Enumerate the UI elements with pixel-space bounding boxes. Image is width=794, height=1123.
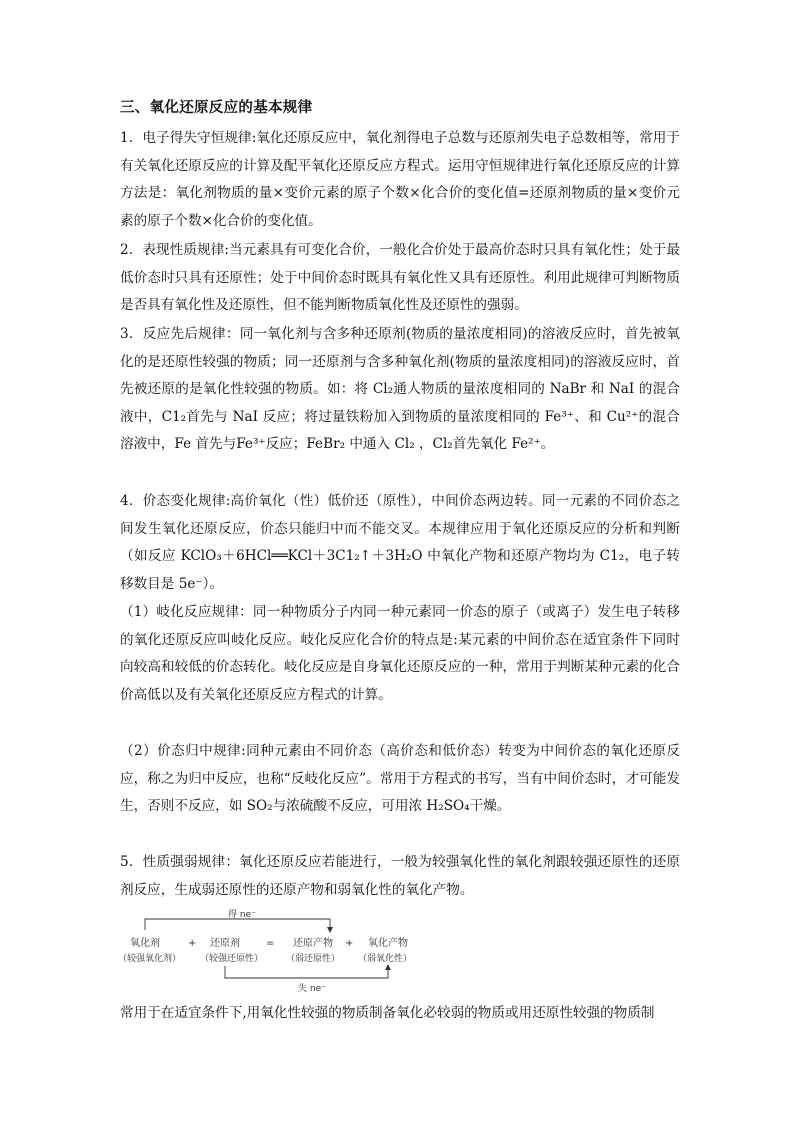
paragraph-comproportionation: （2）价态归中规律:同种元素由不同价态（高价态和低价态）转变为中间价态的氧化还原反应，称之为归中反应，也称“反岐化反应”。常用于方程式的书写，当有中间价态时，才可能发生，否则不反应，如 SO₂与浓硫酸不反应，可用浓 H₂SO₄干燥。 <box>120 743 680 814</box>
paragraph-disproportionation: （1）岐化反应规律：同一种物质分子内同一种元素同一价态的原子（或离子）发生电子转移的氧化还原反应叫岐化反应。岐化反应化合价的特点是:某元素的中间价态在适宜条件下同时向较高和较低的价态转化。岐化反应是自身氧化还原反应的一种，常用于判断某种元素的化合价高低以及有关氧化还原反应方程式的计算。 <box>120 604 680 703</box>
plus-1: + <box>188 938 197 949</box>
subterm-oxidation-product: （弱氧化性） <box>358 954 413 964</box>
paragraph-4-valence: 4．价态变化规律:高价氧化（性）低价还（原性），中间价态两边转。同一元素的不同价态之间发生氧化还原反应，价态只能归中而不能交叉。本规律应用于氧化还原反应的分析和判断（如反应 KClO₃＋6HCl══KCl＋3C1₂↑＋3H₂O 中氧化产物和还原产物均为 C1₂，电子转移数目是 5e⁻）。 <box>120 493 680 592</box>
plus-2: + <box>345 938 354 949</box>
term-oxidant: 氧化剂 <box>130 938 160 949</box>
paragraph-1-conservation: 1．电子得失守恒规律:氧化还原反应中，氧化剂得电子总数与还原剂失电子总数相等，常用于有关氧化还原反应的计算及配平氧化还原反应方程式。运用守恒规律进行氧化还原反应的计算方法是：氧化剂物质的量×变价元素的原子个数×化合价的变化值=还原剂物质的量×变价元素的原子个数×化合价的变化值。 <box>120 130 680 229</box>
equals-sign: = <box>266 938 275 949</box>
subterm-reductant: （较强还原性） <box>200 954 264 964</box>
electron-transfer-diagram <box>118 906 418 996</box>
gain-label: 得 ne⁻ <box>228 910 256 920</box>
section-heading: 三、氧化还原反应的基本规律 <box>120 100 313 116</box>
lose-arrow-head <box>385 964 391 970</box>
paragraph-application: 常用于在适宜条件下,用氧化性较强的物质制备氧化必较弱的物质或用还原性较强的物质制 <box>120 1005 655 1021</box>
paragraph-2-properties: 2．表现性质规律:当元素具有可变化合价，一般化合价处于最高价态时只具有氧化性；处于最低价态时只具有还原性；处于中间价态时既具有氧化性又具有还原性。利用此规律可判断物质是否具有氧化性及还原性，但不能判断物质氧化性及还原性的强弱。 <box>120 242 680 313</box>
paragraph-3-order: 3．反应先后规律：同一氧化剂与含多种还原剂(物质的量浓度相同)的溶液反应时，首先被氧化的是还原性较强的物质；同一还原剂与含多种氧化剂(物质的量浓度相同)的溶液反应时，首先被还原的是氧化性较强的物质。如：将 Cl₂通人物质的量浓度相同的 NaBr 和 NaI 的混合液中，C1₂首先与 NaI 反应；将过量铁粉加入到物质的量浓度相同的 Fe³⁺、和 Cu²⁺的混合溶液中，Fe 首先与Fe³⁺反应；FeBr₂ 中通入 Cl₂ ，Cl₂首先氧化 Fe²⁺。 <box>120 326 680 452</box>
term-reductant: 还原剂 <box>210 938 240 949</box>
paragraph-5-strength: 5．性质强弱规律：氧化还原反应若能进行，一般为较强氧化性的氧化剂跟较强还原性的还原剂反应，生成弱还原性的还原产物和弱氧化性的氧化产物。 <box>120 854 680 898</box>
gain-arrow-line <box>145 919 330 930</box>
subterm-oxidant: （较强氧化剂） <box>118 954 182 964</box>
lose-arrow-line <box>225 966 388 978</box>
term-reduction-product: 还原产物 <box>293 938 333 949</box>
lose-label: 失 ne⁻ <box>298 984 326 994</box>
term-oxidation-product: 氧化产物 <box>368 938 408 949</box>
subterm-reduction-product: （弱还原性） <box>286 954 341 964</box>
gain-arrow-head <box>327 927 333 933</box>
